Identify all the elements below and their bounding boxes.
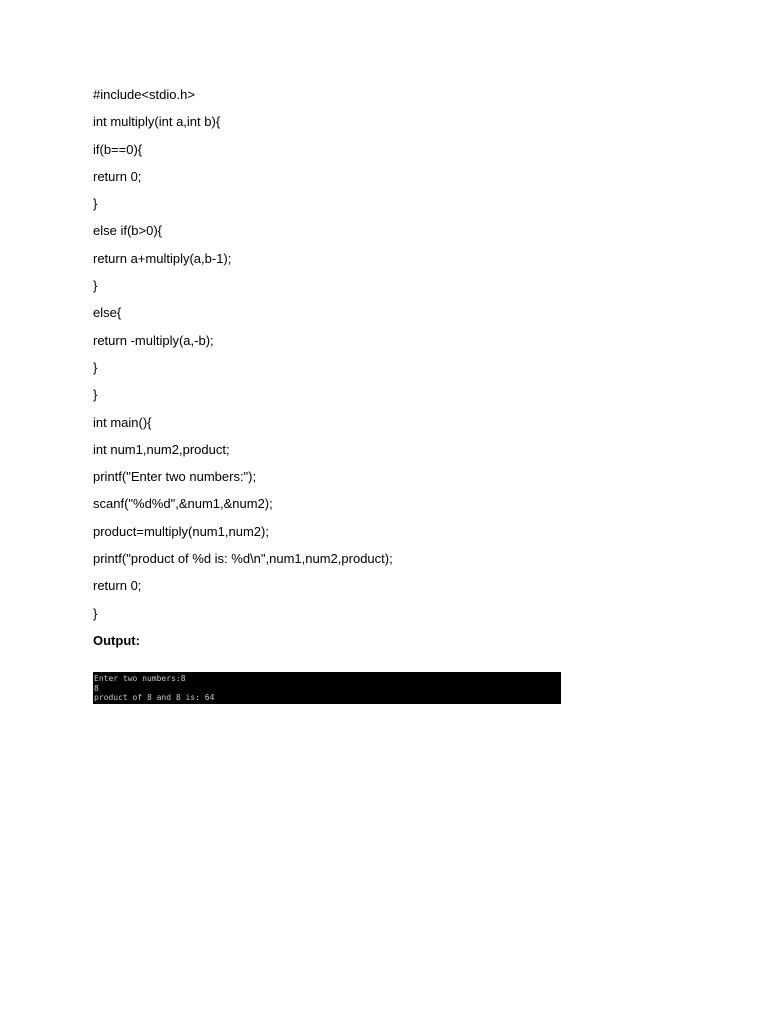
code-line: int main(){ bbox=[93, 414, 152, 430]
code-line: } bbox=[93, 605, 98, 621]
code-line: product=multiply(num1,num2); bbox=[93, 523, 269, 539]
document-body bbox=[93, 86, 693, 649]
output-heading: Output: bbox=[93, 632, 140, 648]
code-line: } bbox=[93, 196, 98, 212]
code-line: return 0; bbox=[93, 578, 142, 594]
console-line: Enter two numbers:8 bbox=[94, 674, 186, 683]
code-line: } bbox=[93, 387, 98, 403]
console-line: product of 8 and 8 is: 64 bbox=[94, 693, 215, 702]
code-line: #include<stdio.h> bbox=[93, 87, 195, 102]
code-line: } bbox=[93, 278, 98, 294]
code-line: int multiply(int a,int b){ bbox=[93, 114, 221, 130]
code-line: else if(b>0){ bbox=[93, 223, 163, 239]
code-line: } bbox=[93, 359, 98, 375]
code-line: scanf("%d%d",&num1,&num2); bbox=[93, 496, 273, 512]
console-output-screenshot bbox=[93, 672, 561, 704]
code-line: if(b==0){ bbox=[93, 141, 143, 157]
code-line: int num1,num2,product; bbox=[93, 441, 230, 457]
code-line: return 0; bbox=[93, 168, 142, 184]
code-line: printf("product of %d is: %d\n",num1,num2,product); bbox=[93, 551, 393, 567]
code-line: return a+multiply(a,b-1); bbox=[93, 250, 232, 266]
code-line: else{ bbox=[93, 305, 122, 321]
code-line: printf("Enter two numbers:"); bbox=[93, 469, 257, 485]
code-line: return -multiply(a,-b); bbox=[93, 332, 214, 348]
console-line: 8 bbox=[94, 683, 99, 693]
